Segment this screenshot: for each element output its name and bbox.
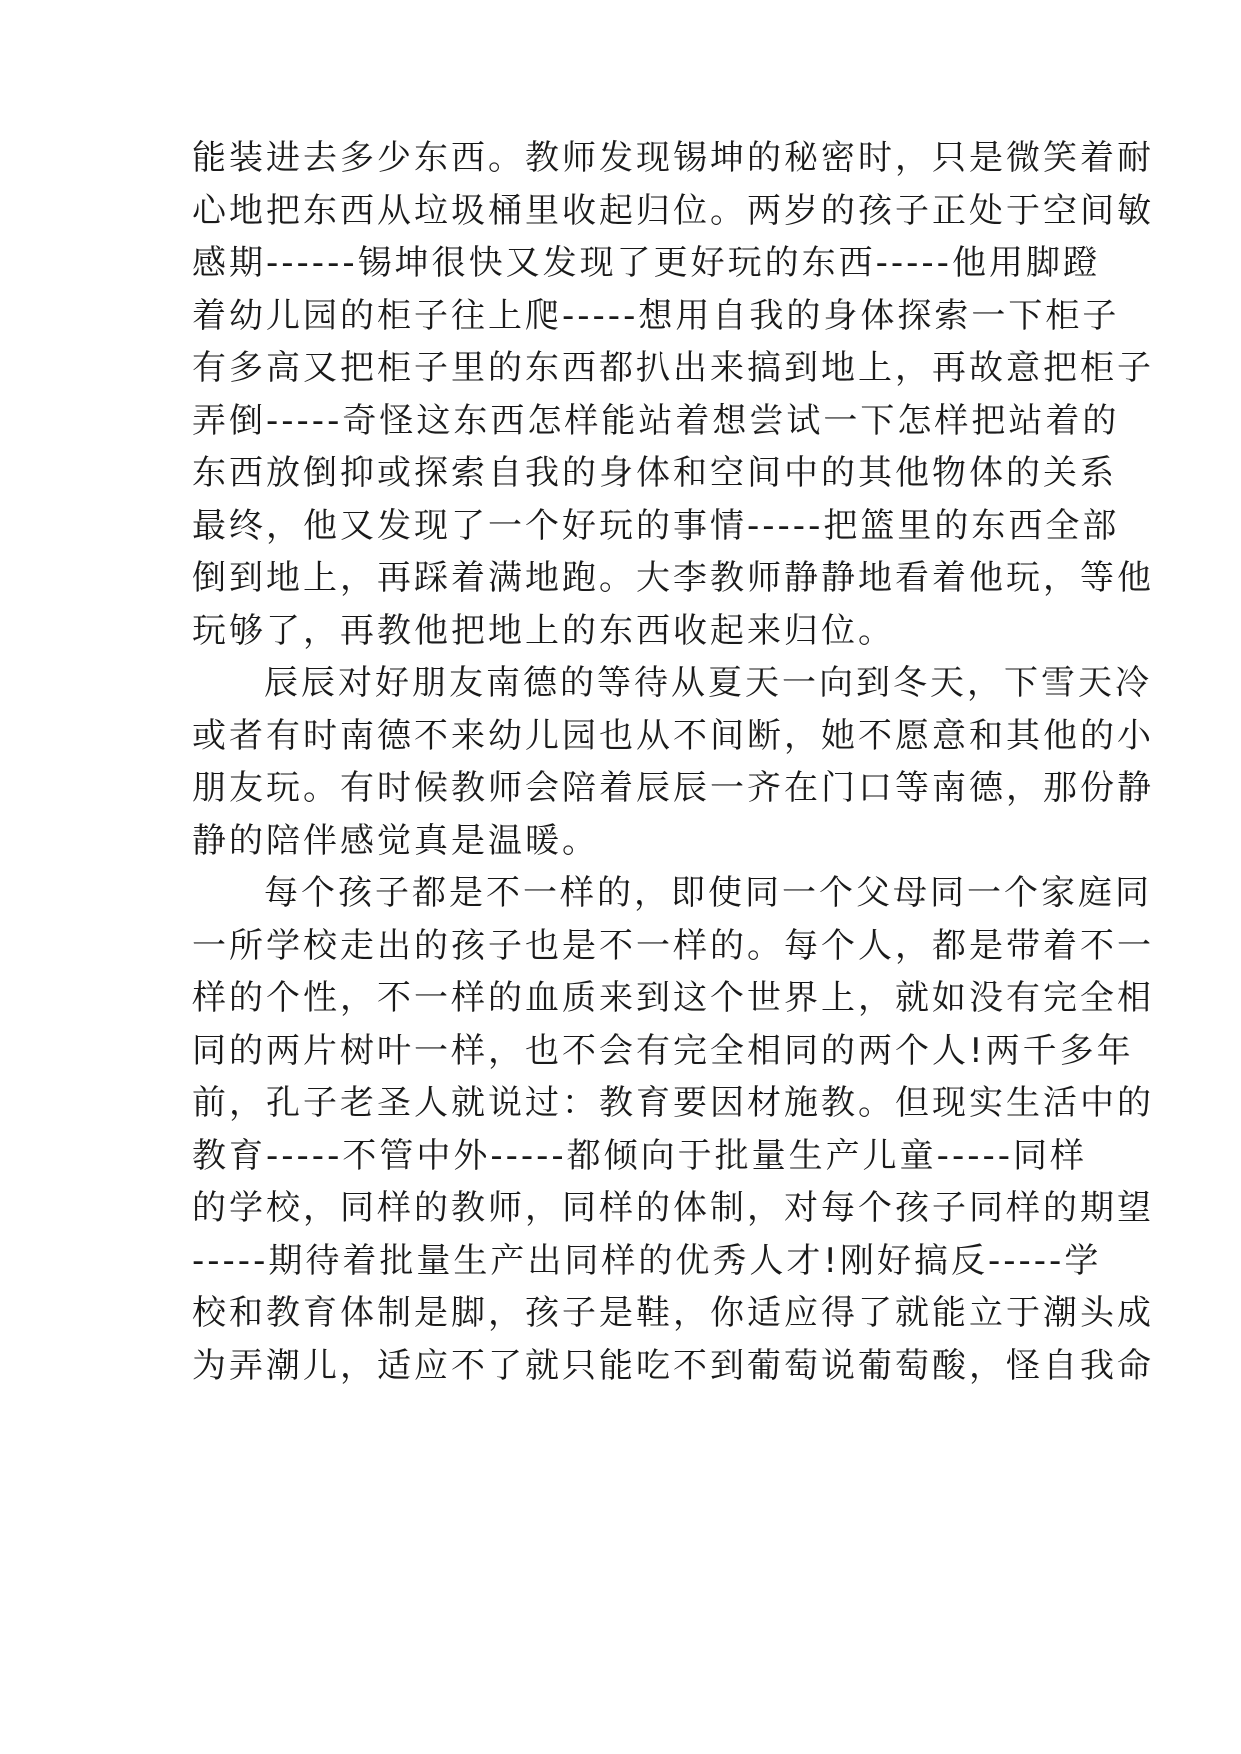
- text-line: 校和教育体制是脚，孩子是鞋，你适应得了就能立于潮头成: [192, 1293, 1154, 1333]
- text-line: 静的陪伴感觉真是温暖。: [192, 820, 599, 861]
- text-line: 的学校，同样的教师，同样的体制，对每个孩子同样的期望: [192, 1188, 1154, 1228]
- text-line: 辰辰对好朋友南德的等待从夏天一向到冬天，下雪天冷: [264, 663, 1152, 703]
- text-line: 一所学校走出的孩子也是不一样的。每个人，都是带着不一: [192, 925, 1154, 966]
- text-line: 样的个性，不一样的血质来到这个世界上，就如没有完全相: [192, 978, 1154, 1018]
- body-text: [192, 132, 1154, 1392]
- text-line: 为弄潮儿，适应不了就只能吃不到葡萄说葡萄酸，怪自我命: [192, 1345, 1154, 1386]
- text-line: 能装进去多少东西。教师发现锡坤的秘密时，只是微笑着耐: [192, 138, 1154, 178]
- text-line: 玩够了，再教他把地上的东西收起来归位。: [192, 610, 895, 651]
- text-line: 最终，他又发现了一个好玩的事情-----把篮里的东西全部: [192, 505, 1120, 546]
- text-line: 心地把东西从垃圾桶里收起归位。两岁的孩子正处于空间敏: [192, 190, 1154, 231]
- text-line: 着幼儿园的柜子往上爬-----想用自我的身体探索一下柜子: [192, 295, 1120, 336]
- text-line: 弄倒-----奇怪这东西怎样能站着想尝试一下怎样把站着的: [192, 400, 1120, 441]
- text-line: 或者有时南德不来幼儿园也从不间断，她不愿意和其他的小: [192, 715, 1154, 756]
- text-line: 前，孔子老圣人就说过：教育要因材施教。但现实生活中的: [192, 1083, 1154, 1123]
- text-line: 有多高又把柜子里的东西都扒出来搞到地上，再故意把柜子: [192, 348, 1154, 388]
- text-line: 每个孩子都是不一样的，即使同一个父母同一个家庭同: [264, 873, 1152, 913]
- text-line: 同的两片树叶一样，也不会有完全相同的两个人!两千多年: [192, 1030, 1134, 1071]
- text-line: 感期------锡坤很快又发现了更好玩的东西-----他用脚蹬: [192, 243, 1100, 283]
- text-line: 教育-----不管中外-----都倾向于批量生产儿童-----同样: [192, 1135, 1088, 1176]
- text-line: -----期待着批量生产出同样的优秀人才!刚好搞反-----学: [192, 1240, 1102, 1281]
- text-line: 朋友玩。有时候教师会陪着辰辰一齐在门口等南德，那份静: [192, 768, 1154, 808]
- text-line: 东西放倒抑或探索自我的身体和空间中的其他物体的关系: [192, 453, 1117, 493]
- text-line: 倒到地上，再踩着满地跑。大李教师静静地看着他玩，等他: [192, 558, 1154, 598]
